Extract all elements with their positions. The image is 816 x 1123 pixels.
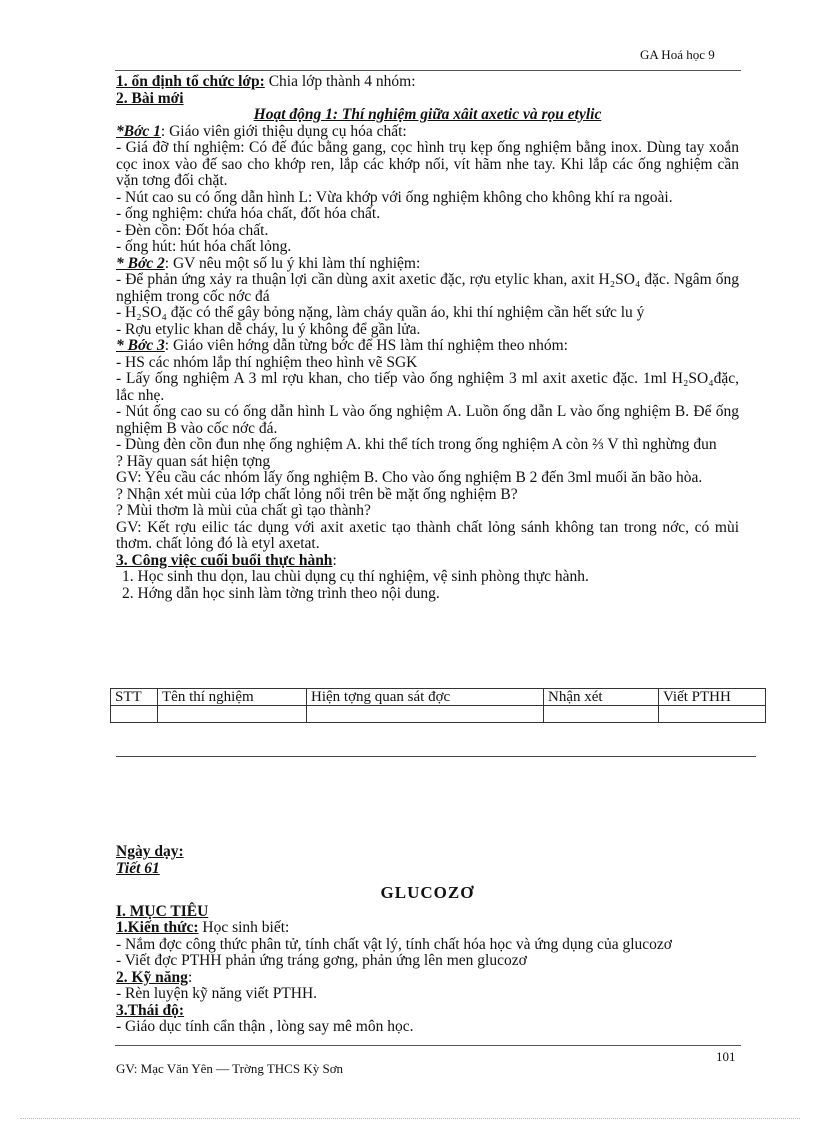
table-header-cell: Tên thí nghiệm — [158, 689, 307, 706]
header-divider — [115, 70, 741, 71]
step2-label: * Bớc 2 — [116, 254, 165, 272]
section3-text: : — [332, 551, 337, 569]
skills-label: 2. Kỹ năng — [116, 968, 188, 986]
step2-item: - Để phản ứng xảy ra thuận lợi cần dùng axit axetic đặc, rợu etylic khan, axit H₂SO₄ đặc. Ngâm ống nghiệm trong cốc nớc đá — [116, 271, 739, 305]
table-cell — [111, 706, 158, 723]
section3-item: 2. Hớng dẫn học sinh làm tờng trình theo nội dung. — [122, 584, 440, 602]
header-title: GA Hoá học 9 — [640, 47, 715, 62]
step3-item: - Nút ống cao su có ống dẫn hình L vào ống nghiệm A. Luồn ống dẫn L vào ống nghiệm B. Để ống nghiệm B vào cốc nớc đá. — [116, 403, 739, 437]
section3-item: 1. Học sinh thu dọn, lau chùi dụng cụ thí nghiệm, vệ sinh phòng thực hành. — [122, 568, 589, 585]
step1-text: : Giáo viên giới thiệu dụng cụ hóa chất: — [160, 122, 407, 140]
table-cell — [307, 706, 544, 723]
objectives-heading: I. MỤC TIÊU — [116, 902, 209, 920]
footer-author: GV: Mạc Văn Yên — Trờng THCS Kỳ Sơn — [116, 1061, 344, 1076]
footer-divider — [115, 1045, 741, 1046]
attitude-label: 3.Thái độ: — [116, 1001, 185, 1019]
step1-item: - Nút cao su có ống dẫn hình L: Vừa khớp với ống nghiệm không cho không khí ra ngoài. — [116, 188, 673, 206]
table-header-cell: Nhận xét — [544, 689, 659, 706]
step2-item: - H₂SO₄ đặc có thể gây bỏng nặng, làm cháy quần áo, khi thí nghiệm cần hết sức lu ý — [116, 304, 645, 321]
step3-heading — [116, 338, 739, 355]
knowledge-line — [116, 920, 739, 937]
section3-heading — [116, 553, 739, 570]
skills-item: - Rèn luyện kỹ năng viết PTHH. — [116, 985, 318, 1002]
period-line — [116, 861, 739, 878]
step1-item: - ống nghiệm: chứa hóa chất, đốt hóa chất. — [116, 205, 381, 222]
table-cell — [158, 706, 307, 723]
step1-heading — [116, 124, 739, 141]
table-header-cell: Viết PTHH — [659, 689, 766, 706]
step3-item: - Dùng đèn cồn đun nhẹ ống nghiệm A. khi thể tích trong ống nghiệm A còn ⅔ V thì nghừng đun — [116, 436, 717, 453]
step1-item: - Giá đỡ thí nghiệm: Có đế đúc bằng gang, cọc hình trụ kẹp ống nghiệm bằng inox. Dùng tay xoắn cọc inox vào đế sao cho khớp ren, lắp các khớp nối, vít hãm nhe tay. Khi lắp các ống nghiệm cần vặn tơng đối chặt. — [116, 139, 739, 189]
step3-item: ? Mùi thơm là mùi của chất gì tạo thành? — [116, 502, 371, 519]
table-header-cell: STT — [111, 689, 158, 706]
step2-text: : GV nêu một số lu ý khi làm thí nghiệm: — [164, 254, 421, 272]
page-bottom-dotted-line — [20, 1118, 800, 1119]
date-label: Ngày dạy: — [116, 843, 184, 860]
table-header-row — [111, 689, 766, 706]
table-row — [111, 706, 766, 723]
attitude-item: - Giáo dục tính cẩn thận , lòng say mê môn học. — [116, 1018, 414, 1035]
step2-heading — [116, 256, 739, 273]
section1 — [116, 74, 739, 91]
table-header-cell: Hiện tợng quan sát đợc — [307, 689, 544, 706]
step1-item: - Đèn cồn: Đốt hóa chất. — [116, 221, 269, 239]
step3-item: ? Nhận xét mùi của lớp chất lỏng nổi trên bề mặt ống nghiệm B? — [116, 485, 518, 503]
step3-item: GV: Kết rợu eilic tác dụng với axit axetic tạo thành chất lỏng sánh không tan trong nớc, có mùi thơm. chất lỏng đó là etyl axetat. — [116, 518, 739, 552]
lesson-body — [116, 74, 739, 602]
lesson-title: GLUCOZƠ — [380, 883, 475, 902]
period-label: Tiết 61 — [116, 859, 160, 877]
table-cell — [544, 706, 659, 723]
step2-item: - Rợu etylic khan dễ cháy, lu ý không để gần lửa. — [116, 320, 421, 338]
knowledge-item: - Viết đợc PTHH phản ứng tráng gơng, phản ứng lên men glucozơ — [116, 952, 527, 969]
objectives-line — [116, 904, 739, 921]
section2-label: 2. Bài mới — [116, 89, 184, 107]
step1-item: - ống hút: hút hóa chất lỏng. — [116, 238, 292, 255]
activity1-title-line — [116, 107, 739, 124]
skills-text: : — [187, 968, 193, 986]
activity1-title: Hoạt động 1: Thí nghiệm giữa xâit axetic và rọu etylic — [253, 106, 602, 123]
step3-label: * Bớc 3 — [116, 337, 165, 354]
step3-item: ? Hãy quan sát hiện tợng — [116, 452, 271, 470]
attitude-line — [116, 1003, 739, 1020]
skills-line — [116, 970, 739, 987]
step3-item: - HS các nhóm lắp thí nghiệm theo hình vẽ SGK — [116, 353, 418, 371]
lesson-plan — [116, 844, 739, 1036]
table-cell — [659, 706, 766, 723]
knowledge-label: 1.Kiến thức: — [116, 919, 199, 936]
section1-text: Chia lớp thành 4 nhóm: — [264, 73, 416, 90]
step3-item: GV: Yêu cầu các nhóm lấy ống nghiệm B. Cho vào ống nghiệm B 2 đến 3ml muối ăn bão hòa. — [116, 469, 703, 486]
page-number: 101 — [716, 1049, 736, 1064]
report-table — [110, 688, 766, 723]
date-line — [116, 844, 739, 861]
section2 — [116, 91, 739, 108]
step3-text: : Giáo viên hớng dẫn từng bớc để HS làm thí nghiệm theo nhóm: — [164, 337, 568, 354]
knowledge-text: Học sinh biết: — [198, 919, 290, 936]
section-divider — [116, 756, 756, 757]
step1-label: *Bớc 1 — [116, 122, 161, 140]
step3-item: - Lấy ống nghiệm A 3 ml rợu khan, cho tiếp vào ống nghiệm 3 ml axit axetic đặc. 1ml H₂SO₄đặc, lắc nhẹ. — [116, 370, 739, 404]
section3-label: 3. Công việc cuối buổi thực hành — [116, 551, 333, 569]
section1-label: 1. ổn định tổ chức lớp: — [116, 73, 265, 90]
knowledge-item: - Nắm đợc công thức phân tử, tính chất vật lý, tính chất hóa học và ứng dụng của glucozơ — [116, 935, 672, 953]
